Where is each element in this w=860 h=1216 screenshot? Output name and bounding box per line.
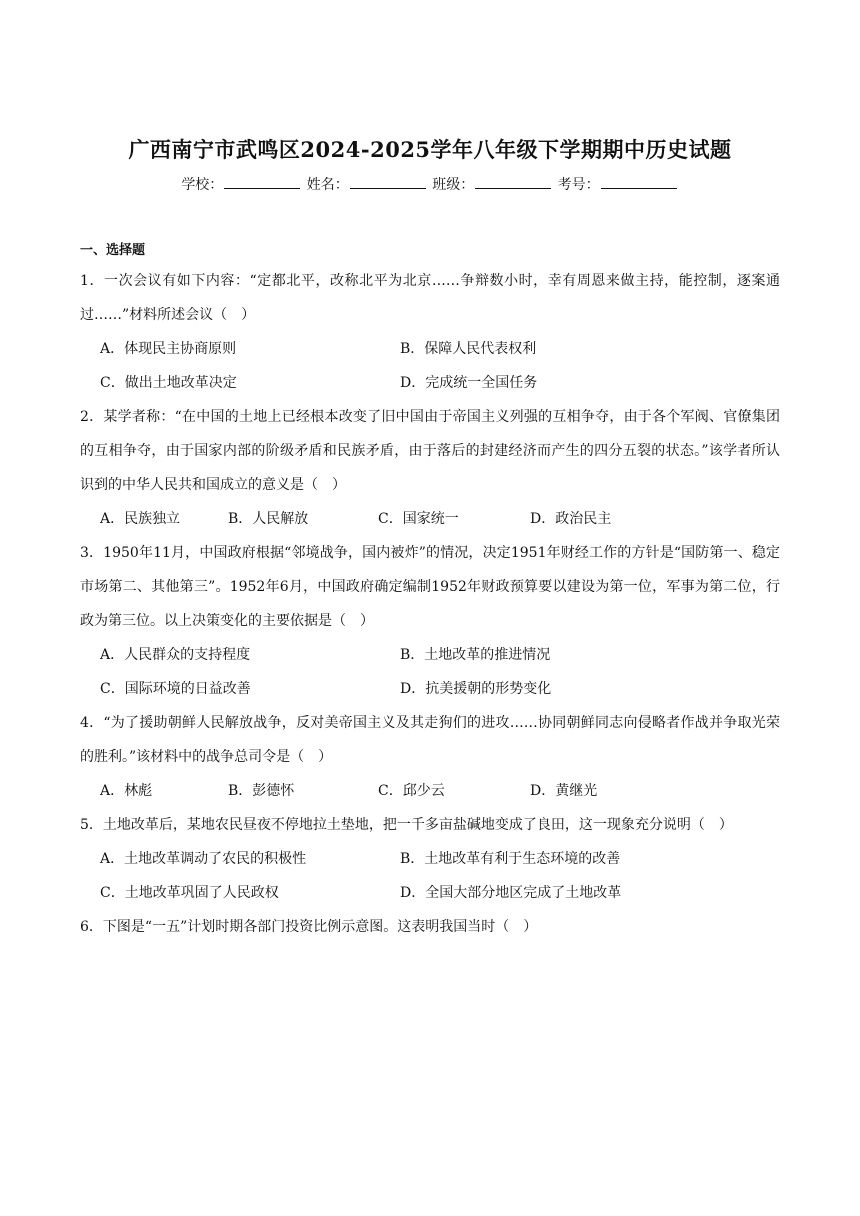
- student-info-line: [0, 174, 860, 194]
- option-a[interactable]: A．林彪: [100, 783, 153, 799]
- name-label: 姓名：: [306, 177, 349, 193]
- option-list: [80, 502, 780, 536]
- question-stem: 1．一次会议有如下内容：“定都北平，改称北平为北京……争辩数小时，幸有周恩来做主持，能控制，逐案通过……”材料所述会议（ ）: [80, 273, 780, 323]
- option-a[interactable]: A．体现民主协商原则: [100, 341, 237, 357]
- question-stem: 4．“为了援助朝鲜人民解放战争，反对美帝国主义及其走狗们的进攻……协同朝鲜同志向侵略者作战并争取光荣的胜利。”该材料中的战争总司令是（ ）: [80, 715, 780, 765]
- option-b[interactable]: B．人民解放: [228, 511, 309, 527]
- exam-content: [80, 240, 780, 944]
- question-stem: 3．1950年11月，中国政府根据“邻境战争，国内被炸”的情况，决定1951年财经工作的方针是“国防第一、稳定市场第二、其他第三”。1952年6月，中国政府确定编制1952年财政预算要以建设为第一位，军事为第二位，行政为第三位。以上决策变化的主要依据是（ ）: [80, 545, 780, 629]
- question-4: [80, 706, 780, 808]
- name-blank[interactable]: [350, 176, 426, 189]
- option-b[interactable]: B．彭德怀: [228, 783, 295, 799]
- question-2: [80, 400, 780, 536]
- class-label: 班级：: [432, 177, 475, 193]
- option-b[interactable]: B．土地改革有利于生态环境的改善: [400, 851, 621, 867]
- school-label: 学校：: [181, 177, 224, 193]
- question-stem: 5．土地改革后，某地农民昼夜不停地拉土垫地，把一千多亩盐碱地变成了良田，这一现象充分说明（ ）: [80, 817, 733, 833]
- question-stem: 2．某学者称：“在中国的土地上已经根本改变了旧中国由于帝国主义列强的互相争夺，由于各个军阀、官僚集团的互相争夺，由于国家内部的阶级矛盾和民族矛盾，由于落后的封建经济而产生的四分五裂的状态。”该学者所认识到的中华人民共和国成立的意义是（ ）: [80, 409, 780, 493]
- question-1: [80, 264, 780, 400]
- option-c[interactable]: C．国家统一: [378, 511, 459, 527]
- option-c[interactable]: C．邱少云: [378, 783, 445, 799]
- option-b[interactable]: B．土地改革的推进情况: [400, 647, 551, 663]
- option-c[interactable]: C．做出土地改革决定: [100, 375, 237, 391]
- question-5: [80, 808, 780, 910]
- section-title: 一、选择题: [80, 243, 146, 258]
- option-d[interactable]: D．全国大部分地区完成了土地改革: [400, 885, 622, 901]
- option-a[interactable]: A．民族独立: [100, 511, 181, 527]
- exam-number-label: 考号：: [557, 177, 600, 193]
- page-title: 广西南宁市武鸣区2024-2025学年八年级下学期期中历史试题: [128, 137, 732, 162]
- class-blank[interactable]: [475, 176, 551, 189]
- option-c[interactable]: C．国际环境的日益改善: [100, 681, 251, 697]
- option-c[interactable]: C．土地改革巩固了人民政权: [100, 885, 279, 901]
- option-list: [80, 332, 780, 400]
- option-d[interactable]: D．黄继光: [530, 783, 598, 799]
- option-b[interactable]: B．保障人民代表权利: [400, 341, 537, 357]
- option-d[interactable]: D．抗美援朝的形势变化: [400, 681, 552, 697]
- option-d[interactable]: D．完成统一全国任务: [400, 375, 538, 391]
- option-list: [80, 842, 780, 910]
- option-a[interactable]: A．人民群众的支持程度: [100, 647, 251, 663]
- question-stem: 6．下图是“一五”计划时期各部门投资比例示意图。这表明我国当时（ ）: [80, 919, 538, 935]
- school-blank[interactable]: [224, 176, 300, 189]
- question-3: [80, 536, 780, 706]
- option-a[interactable]: A．土地改革调动了农民的积极性: [100, 851, 307, 867]
- option-list: [80, 638, 780, 706]
- exam-number-blank[interactable]: [601, 176, 677, 189]
- question-6: [80, 910, 780, 944]
- option-list: [80, 774, 780, 808]
- option-d[interactable]: D．政治民主: [530, 511, 612, 527]
